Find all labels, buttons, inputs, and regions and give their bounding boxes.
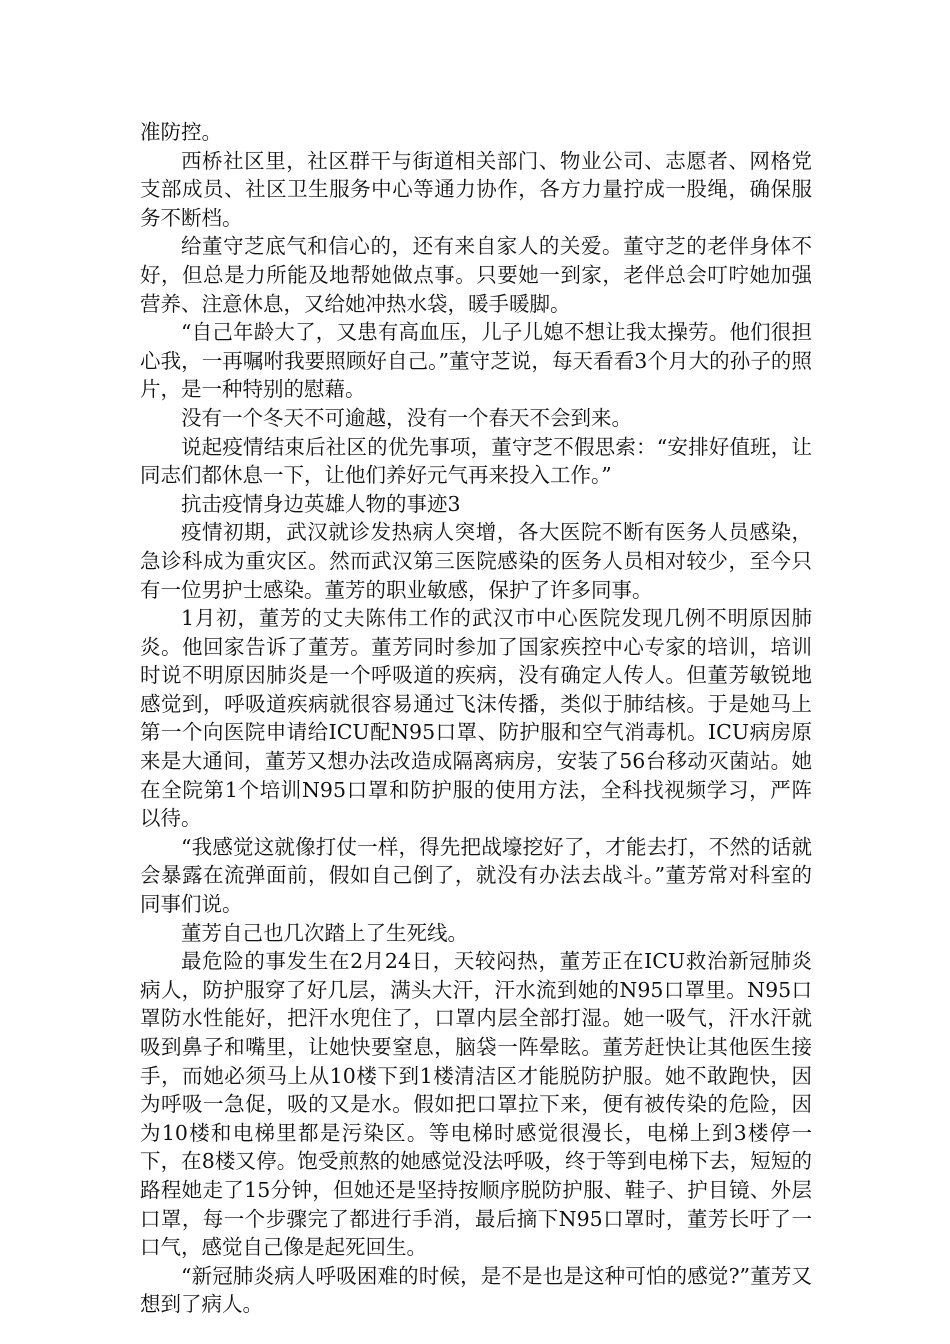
paragraph: 1月初，董芳的丈夫陈伟工作的武汉市中心医院发现几例不明原因肺炎。他回家告诉了董芳。董芳同时参加了国家疾控中心专家的培训，培训时说不明原因肺炎是一个呼吸道的疾病，没有确定人传人。但董芳敏锐地感觉到，呼吸道疾病就很容易通过飞沫传播，类似于肺结核。于是她马上第一个向医院申请给ICU配N95口罩、防护服和空气消毒机。ICU病房原来是大通间，董芳又想办法改造成隔离病房，安装了56台移动灭菌站。她在全院第1个培训N95口罩和防护服的使用方法，全科找视频学习，严阵以待。 bbox=[140, 606, 812, 831]
paragraph: 最危险的事发生在2月24日，天较闷热，董芳正在ICU救治新冠肺炎病人，防护服穿了好几层，满头大汗，汗水流到她的N95口罩里。N95口罩防水性能好，把汗水兜住了，口罩内层全部打湿。她一吸气，汗水汗就吸到鼻子和嘴里，让她快要窒息，脑袋一阵晕眩。董芳赶快让其他医生接手，而她必须马上从10楼下到1楼清洁区才能脱防护服。她不敢跑快，因为呼吸一急促，吸的又是水。假如把口罩拉下来，便有被传染的危险，因为10楼和电梯里都是污染区。等电梯时感觉很漫长，电梯上到3楼停一下，在8楼又停。饱受煎熬的她感觉没法呼吸，终于等到电梯下去，短短的路程她走了15分钟，但她还是坚持按顺序脱防护服、鞋子、护目镜、外层口罩，每一个步骤完了都进行手消，最后摘下N95口罩时，董芳长吁了一口气，感觉自己像是起死回生。 bbox=[140, 949, 812, 1260]
paragraph: 疫情初期，武汉就诊发热病人突增，各大医院不断有医务人员感染，急诊科成为重灾区。然而武汉第三医院感染的医务人员相对较少，至今只有一位男护士感染。董芳的职业敏感，保护了许多同事。 bbox=[140, 520, 812, 602]
paragraph: 没有一个冬天不可逾越，没有一个春天不会到来。 bbox=[181, 405, 632, 430]
document-body bbox=[140, 118, 812, 1319]
paragraph: 说起疫情结束后社区的优先事项，董守芝不假思索：“安排好值班，让同志们都休息一下，让他们养好元气再来投入工作。” bbox=[140, 434, 812, 488]
paragraph: 准防控。 bbox=[140, 120, 222, 144]
paragraph: “自己年龄大了，又患有高血压，儿子儿媳不想让我太操劳。他们很担心我，一再嘱咐我要照顾好自己。”董守芝说，每天看看3个月大的孙子的照片，是一种特别的慰藉。 bbox=[140, 320, 812, 402]
paragraph: “我感觉这就像打仗一样，得先把战壕挖好了，才能去打，不然的话就会暴露在流弹面前，假如自己倒了，就没有办法去战斗。”董芳常对科室的同事们说。 bbox=[140, 834, 812, 917]
paragraph: 董芳自己也几次踏上了生死线。 bbox=[181, 920, 468, 945]
paragraph: 给董守芝底气和信心的，还有来自家人的关爱。董守芝的老伴身体不好，但总是力所能及地帮她做点事。只要她一到家，老伴总会叮咛她加强营养、注意休息，又给她冲热水袋，暖手暖脚。 bbox=[140, 234, 812, 316]
paragraph: “新冠肺炎病人呼吸困难的时候，是不是也是这种可怕的感觉?”董芳又想到了病人。 bbox=[140, 1263, 812, 1317]
paragraph: 西桥社区里，社区群干与街道相关部门、物业公司、志愿者、网格党支部成员、社区卫生服务中心等通力协作，各方力量拧成一股绳，确保服务不断档。 bbox=[140, 148, 812, 230]
section-heading: 抗击疫情身边英雄人物的事迹3 bbox=[181, 491, 461, 516]
